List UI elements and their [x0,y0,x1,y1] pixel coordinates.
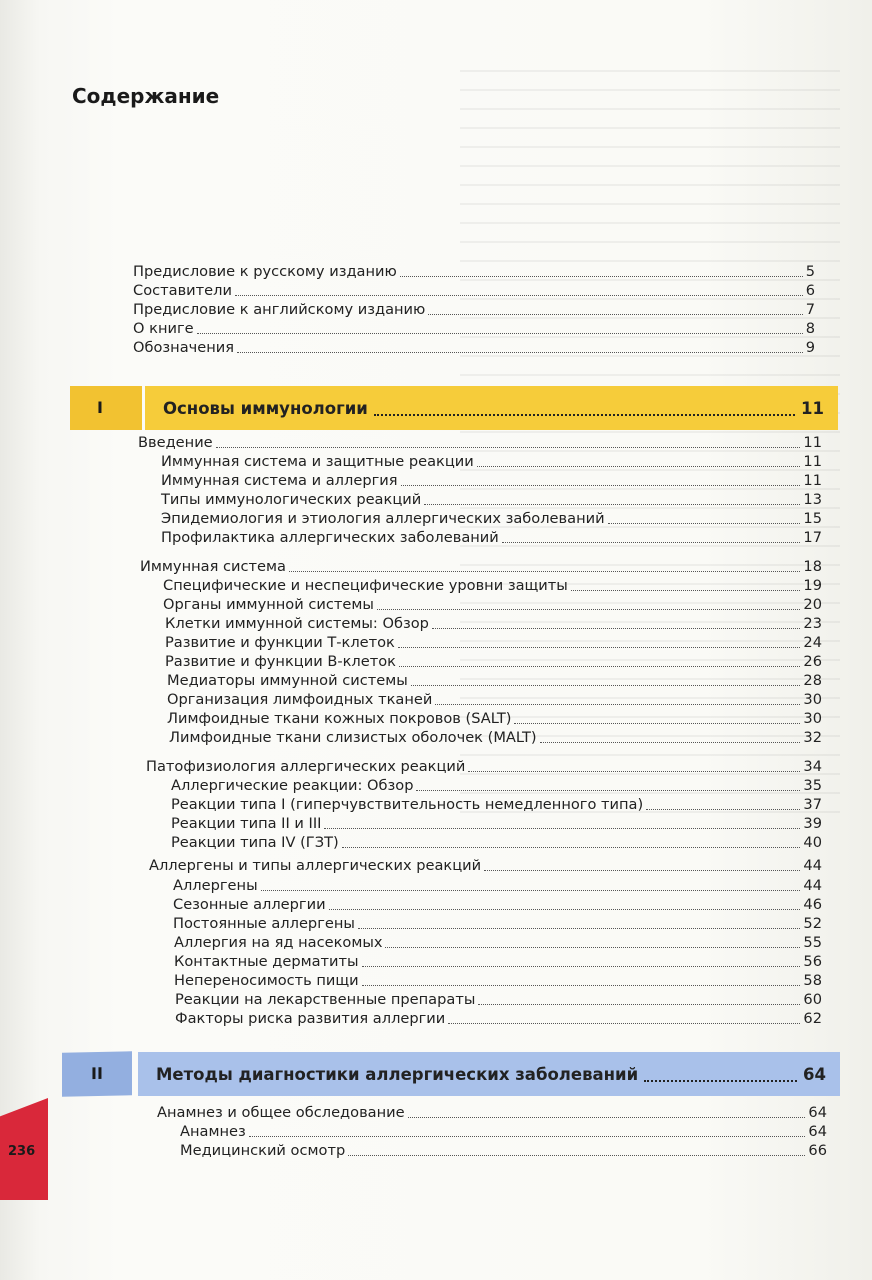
toc-entry [173,895,822,914]
leader-dots [646,808,800,810]
toc-entry-page: 44 [803,857,822,874]
leader-dots [428,313,802,315]
toc-entry-page: 28 [803,672,822,689]
toc-entry [171,833,822,852]
leader-dots [540,741,801,743]
part-1-header [70,386,838,430]
leader-dots [398,646,801,648]
leader-dots [571,589,801,591]
toc-entry-page: 30 [803,691,822,708]
toc-entry-title: Составители [133,282,232,299]
leader-dots [377,608,801,610]
leader-dots [401,484,801,486]
part-2-title-bar [138,1052,840,1096]
leader-dots [416,789,800,791]
toc-entry [165,652,822,671]
toc-entry [149,856,822,875]
toc-entry [161,471,822,490]
toc-entry-page: 6 [805,282,815,299]
toc-entry [133,319,815,338]
leader-dots [399,665,800,667]
toc-entry [133,300,815,319]
toc-entry [180,1141,827,1160]
leader-dots [358,927,801,929]
toc-entry-page: 26 [803,653,822,670]
toc-entry [146,757,822,776]
leader-dots [468,770,800,772]
toc-entry-title: Предисловие к русскому изданию [133,263,397,280]
toc-entry [167,709,822,728]
toc-entry-title: Развитие и функции Т-клеток [165,634,395,651]
toc-entry-title: Аллергены [173,877,258,894]
toc-entry-page: 32 [803,729,822,746]
toc-entry-title: Иммунная система и защитные реакции [161,453,474,470]
toc-entry-title: Лимфоидные ткани кожных покровов (SALT) [167,710,512,727]
toc-entry-title: Иммунная система [140,558,286,575]
toc-entry-title: Реакции на лекарственные препараты [175,991,476,1008]
toc-entry-page: 35 [803,777,822,794]
leader-dots [324,827,800,829]
toc-entry-title: Специфические и неспецифические уровни защиты [163,577,568,594]
toc-entry-page: 15 [803,510,822,527]
toc-entry [173,914,822,933]
leader-dots [249,1135,806,1137]
toc-entry-title: Типы иммунологических реакций [161,491,422,508]
toc-entry [174,971,822,990]
leader-dots [424,503,800,505]
toc-entry-page: 11 [803,472,822,489]
leader-dots [644,1079,797,1082]
toc-entry-page: 64 [808,1104,827,1121]
toc-entry [175,1009,822,1028]
toc-entry [157,1103,827,1122]
leader-dots [608,522,801,524]
toc-entry-page: 9 [805,339,815,356]
toc-entry-page: 40 [803,834,822,851]
toc-entry-title: Анамнез и общее обследование [157,1104,405,1121]
page-number: 236 [8,1144,36,1159]
part-2-title: Методы диагностики аллергических заболеваний [156,1064,639,1084]
leader-dots [411,684,801,686]
toc-entry-page: 58 [803,972,822,989]
toc-entry [165,614,822,633]
leader-dots [237,351,803,353]
toc-entry [138,433,822,452]
toc-entry-title: Развитие и функции В-клеток [165,653,396,670]
toc-entry-title: Предисловие к английскому изданию [133,301,426,318]
toc-entry-page: 44 [803,877,822,894]
toc-entry-page: 39 [803,815,822,832]
leader-dots [329,908,801,910]
toc-entry-title: Клетки иммунной системы: Обзор [165,615,429,632]
toc-entry-page: 60 [803,991,822,1008]
part-1-page: 11 [801,398,824,418]
toc-entry-title: О книге [133,320,194,337]
toc-entry [167,671,822,690]
toc-entry [180,1122,827,1141]
toc-entry [171,795,822,814]
toc-entry [169,728,822,747]
leader-dots [408,1116,806,1118]
toc-entry-page: 11 [803,453,822,470]
toc-entry [161,490,822,509]
toc-entry [161,528,822,547]
toc-entry [133,262,815,281]
toc-entry-title: Введение [138,434,213,451]
toc-entry [173,876,822,895]
toc-entry-page: 7 [805,301,815,318]
page-title: Содержание [72,84,220,108]
leader-dots [235,294,803,296]
part-1-number: I [97,398,103,417]
toc-entry-title: Лимфоидные ткани слизистых оболочек (MALT) [169,729,537,746]
toc-entry-title: Реакции типа II и III [171,815,322,832]
leader-dots [261,889,801,891]
toc-entry-title: Организация лимфоидных тканей [167,691,433,708]
toc-entry [171,814,822,833]
part-1-title-bar [142,386,838,430]
toc-entry-title: Органы иммунной системы [163,596,374,613]
toc-entry [161,509,822,528]
toc-entry [163,576,822,595]
toc-entry [171,776,822,795]
toc-entry-page: 37 [803,796,822,813]
toc-entry [174,933,822,952]
toc-entry-title: Сезонные аллергии [173,896,326,913]
toc-entry-page: 13 [803,491,822,508]
leader-dots [374,413,795,416]
leader-dots [477,465,801,467]
part-1-title: Основы иммунологии [163,398,368,418]
toc-entry-title: Патофизиология аллергических реакций [146,758,466,775]
toc-entry-page: 17 [803,529,822,546]
toc-entry-title: Постоянные аллергены [173,915,355,932]
leader-dots [385,946,800,948]
toc-entry-title: Иммунная система и аллергия [161,472,398,489]
toc-entry [174,952,822,971]
toc-entry-page: 18 [803,558,822,575]
toc-entry-page: 11 [803,434,822,451]
leader-dots [197,332,803,334]
toc-entry [167,690,822,709]
toc-entry-title: Медицинский осмотр [180,1142,346,1159]
toc-entry-title: Непереносимость пищи [174,972,359,989]
toc-entry [163,595,822,614]
part-2-number: II [62,1051,132,1096]
toc-entry-page: 8 [805,320,815,337]
toc-entry-page: 64 [808,1123,827,1140]
leader-dots [400,275,803,277]
toc-entry-title: Реакции типа I (гиперчувствительность немедленного типа) [171,796,644,813]
toc-entry [175,990,822,1009]
toc-entry-page: 55 [803,934,822,951]
leader-dots [435,703,800,705]
toc-entry-title: Эпидемиология и этиология аллергических заболеваний [161,510,605,527]
toc-entry-page: 62 [803,1010,822,1027]
part-2-header [62,1052,840,1096]
leader-dots [216,446,801,448]
toc-entry-page: 46 [803,896,822,913]
toc-entry-page: 5 [805,263,815,280]
toc-entry-page: 19 [803,577,822,594]
toc-entry-title: Аллергические реакции: Обзор [171,777,414,794]
toc-entry [140,557,822,576]
toc-entry [133,338,815,357]
leader-dots [289,570,800,572]
toc-entry-page: 34 [803,758,822,775]
leader-dots [362,984,801,986]
toc-entry-page: 56 [803,953,822,970]
toc-entry-title: Аллергены и типы аллергических реакций [149,857,482,874]
toc-entry-title: Контактные дерматиты [174,953,359,970]
toc-entry-title: Аллергия на яд насекомых [174,934,383,951]
toc-entry-page: 30 [803,710,822,727]
toc-entry-page: 23 [803,615,822,632]
leader-dots [342,846,801,848]
leader-dots [348,1154,805,1156]
toc-entry-page: 24 [803,634,822,651]
part-2-page: 64 [803,1064,826,1084]
toc-entry-title: Медиаторы иммунной системы [167,672,408,689]
toc-entry-title: Реакции типа IV (ГЗТ) [171,834,339,851]
leader-dots [514,722,800,724]
leader-dots [484,869,800,871]
leader-dots [478,1003,800,1005]
leader-dots [362,965,801,967]
toc-entry-title: Факторы риска развития аллергии [175,1010,446,1027]
toc-entry [161,452,822,471]
toc-entry-title: Профилактика аллергических заболеваний [161,529,499,546]
leader-dots [448,1022,800,1024]
toc-entry [133,281,815,300]
toc-entry-title: Анамнез [180,1123,246,1140]
leader-dots [502,541,801,543]
toc-entry-page: 52 [803,915,822,932]
toc-entry [165,633,822,652]
toc-entry-page: 20 [803,596,822,613]
toc-entry-title: Обозначения [133,339,235,356]
toc-entry-page: 66 [808,1142,827,1159]
leader-dots [432,627,801,629]
